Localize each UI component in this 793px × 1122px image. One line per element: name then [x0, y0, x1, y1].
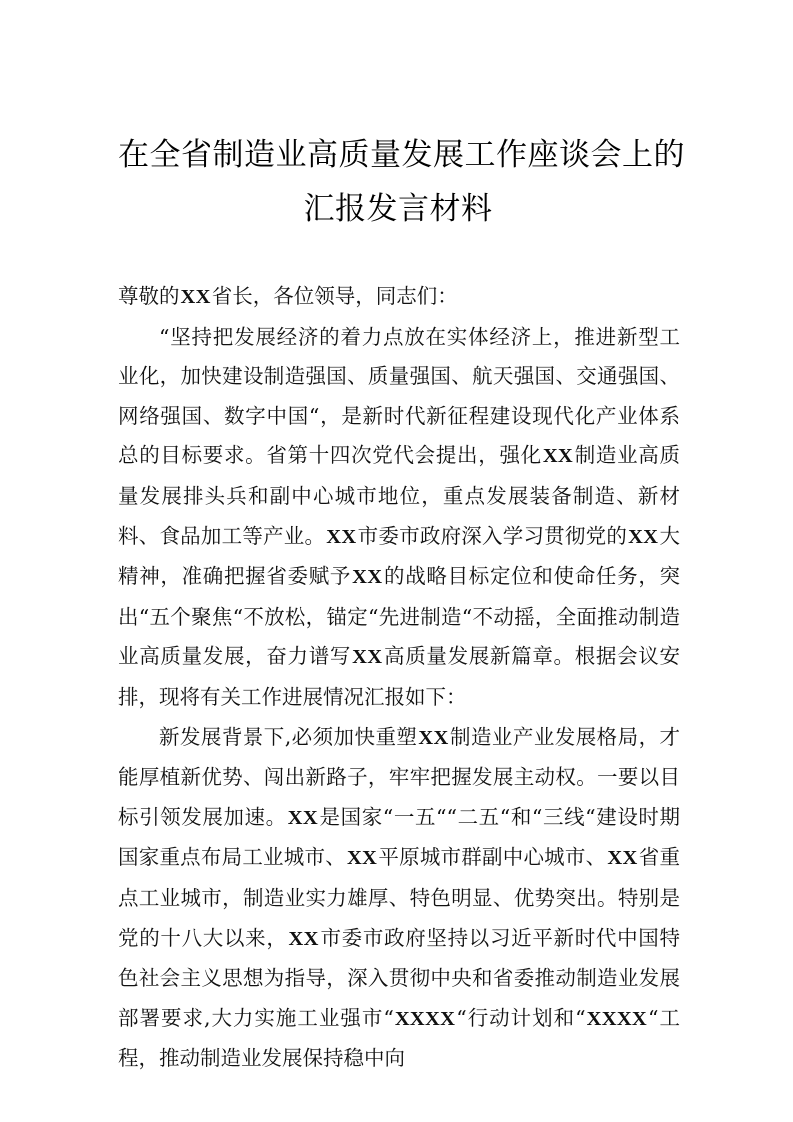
paragraph-1: “坚持把发展经济的着力点放在实体经济上，推进新型工业化，加快建设制造强国、质量强国、航天强国、交通强国、网络强国、数字中国“，是新时代新征程建设现代化产业体系总的目标要求。省第十四次党代会提出，强化XX制造业高质量发展排头兵和副中心城市地位，重点发展装备制造、新材料、食品加工等产业。XX市委市政府深入学习贯彻党的XX大精神，准确把握省委赋予XX的战略目标定位和使命任务，突出“五个聚焦“不放松，锚定“先进制造“不动摇，全面推动制造业高质量发展，奋力谱写XX高质量发展新篇章。根据会议安排，现将有关工作进展情况汇报如下： — [118, 324, 681, 709]
placeholder-token: XX — [352, 566, 383, 589]
placeholder-token: XX — [628, 525, 659, 548]
page-title — [118, 128, 685, 236]
document-body — [118, 277, 680, 1079]
placeholder-token: XX — [607, 847, 638, 870]
placeholder-token: XX — [287, 806, 318, 829]
placeholder-token: XX — [326, 525, 357, 548]
placeholder-token: XXXX — [586, 1007, 648, 1030]
placeholder-token: XX — [418, 726, 449, 749]
placeholder-token: XXXX — [394, 1007, 456, 1030]
placeholder-token: XX — [542, 445, 574, 468]
title-line-1: 在全省制造业高质量发展工作座谈会上的 — [118, 137, 685, 173]
placeholder-token: XX — [352, 646, 383, 669]
paragraph-salutation: 尊敬的XX省长，各位领导，同志们： — [118, 284, 458, 308]
placeholder-token: XX — [288, 927, 319, 950]
placeholder-token: XX — [180, 286, 211, 308]
placeholder-token: XX — [346, 847, 378, 870]
title-line-2: 汇报发言材料 — [303, 191, 493, 227]
paragraph-2: 新发展背景下,必须加快重塑XX制造业产业发展格局，才能厚植新优势、闯出新路子，牢牢把握发展主动权。一要以目标引领发展加速。XX是国家“一五““二五“和“三线“建设时期国家重点布局工业城市、XX平原城市群副中心城市、XX省重点工业城市，制造业实力雄厚、特色明显、优势突出。特别是党的十八大以来，XX市委市政府坚持以习近平新时代中国特色社会主义思想为指导，深入贯彻中央和省委推动制造业发展部署要求,大力实施工业强市“XXXX“行动计划和“XXXX“工程，推动制造业发展保持稳中向 — [118, 724, 681, 1071]
